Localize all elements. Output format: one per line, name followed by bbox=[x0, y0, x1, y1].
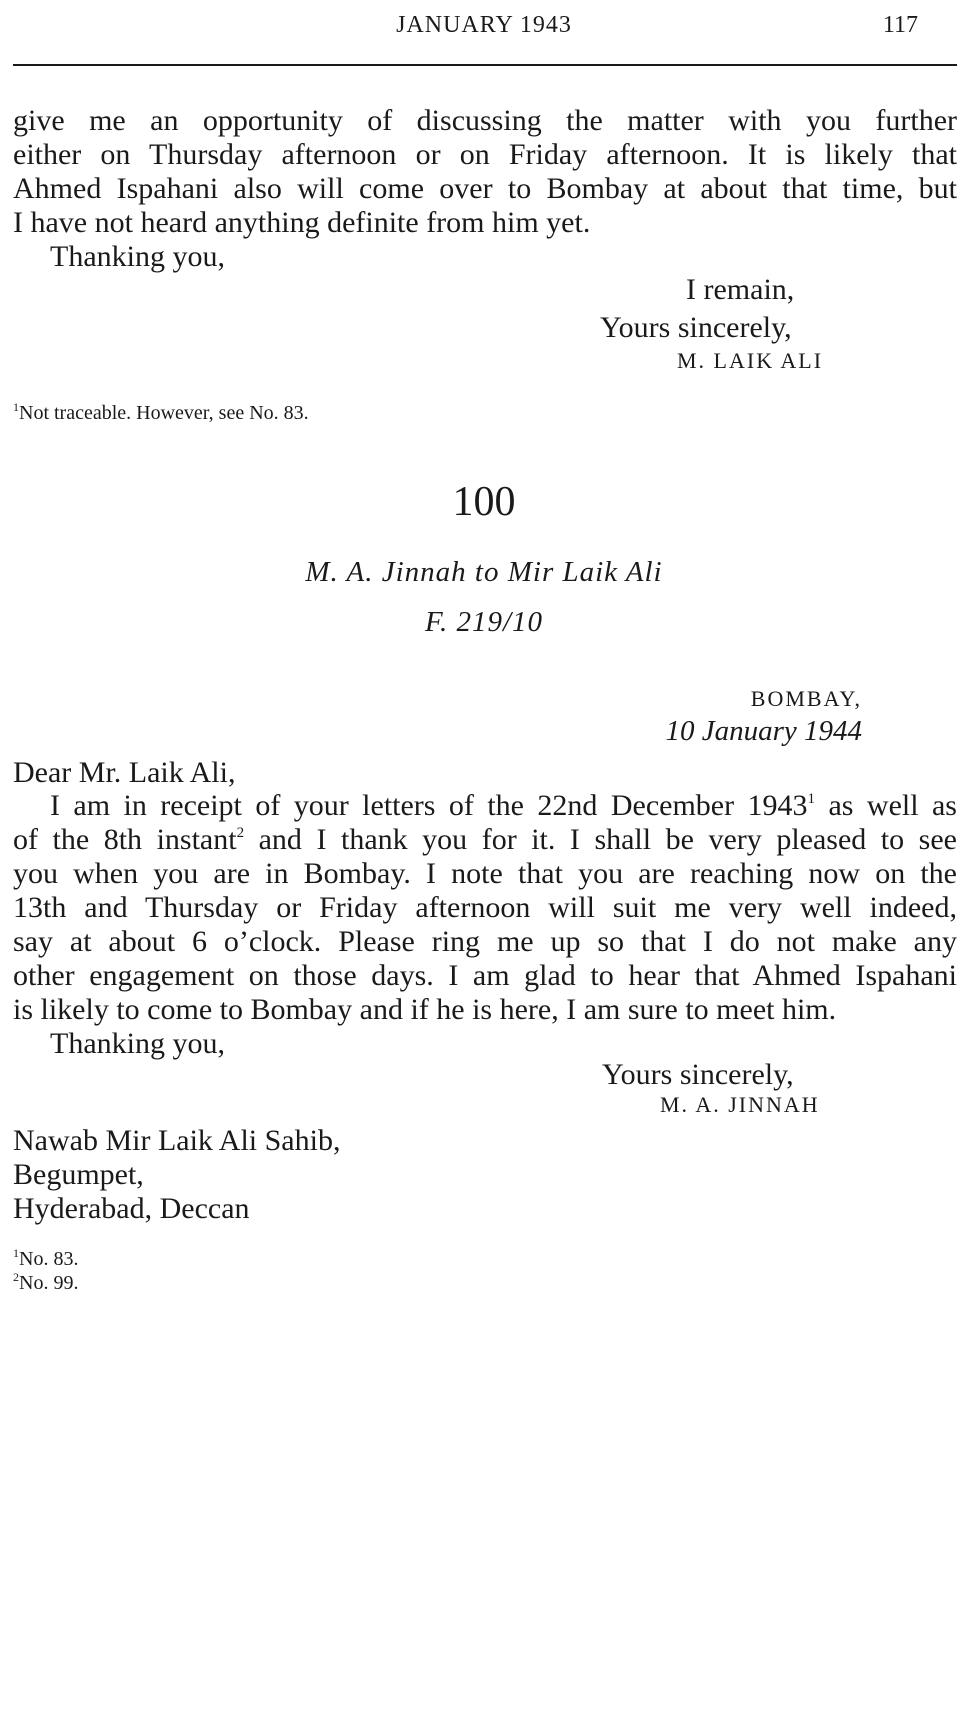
letter-place: BOMBAY, bbox=[750, 686, 862, 711]
footnote-text: No. 83. bbox=[19, 1248, 79, 1270]
footnote-marker: 2 bbox=[13, 1270, 19, 1284]
letter-footnote-2 bbox=[13, 1270, 78, 1295]
letter-line: you when you are in Bombay. I note that you are reaching now on the bbox=[13, 857, 957, 890]
prev-letter-line: either on Thursday afternoon or on Friday afternoon. It is likely that bbox=[13, 138, 957, 171]
letter-line: 13th and Thursday or Friday afternoon will suit me very well indeed, bbox=[13, 891, 957, 924]
footnote-marker: 2 bbox=[236, 825, 245, 841]
footnote-marker: 1 bbox=[807, 791, 816, 807]
prev-letter-thanking: Thanking you, bbox=[50, 240, 225, 273]
letter-line-part: as well as bbox=[815, 789, 957, 822]
letter-line-part: of the 8th instant bbox=[13, 823, 237, 856]
running-title: JANUARY 1943 bbox=[396, 12, 572, 38]
prev-letter-line: give me an opportunity of discussing the matter with you further bbox=[13, 104, 957, 137]
header-rule bbox=[13, 64, 957, 66]
letter-salutation: Dear Mr. Laik Ali, bbox=[13, 756, 236, 789]
letter-title: M. A. Jinnah to Mir Laik Ali bbox=[305, 556, 663, 588]
prev-letter-closing-sincerely: Yours sincerely, bbox=[600, 311, 792, 344]
letter-reference: F. 219/10 bbox=[424, 606, 544, 638]
letter-line-part: I am in receipt of your letters of the 22nd December 1943 bbox=[50, 789, 808, 822]
prev-letter-closing-remain: I remain, bbox=[686, 273, 795, 306]
letter-line-part: and I thank you for it. I shall be very pleased to see bbox=[244, 823, 957, 856]
prev-letter-signature: M. LAIK ALI bbox=[677, 348, 824, 373]
footnote-text: Not traceable. However, see No. 83. bbox=[19, 402, 309, 424]
footnote-marker: 1 bbox=[13, 400, 19, 414]
letter-footnote-1 bbox=[13, 1246, 78, 1271]
prev-letter-footnote bbox=[13, 400, 309, 425]
footnote-marker: 1 bbox=[13, 1246, 19, 1260]
letter-line bbox=[50, 787, 957, 824]
address-line: Begumpet, bbox=[13, 1158, 144, 1191]
footnote-text: No. 99. bbox=[19, 1272, 79, 1294]
page-number: 117 bbox=[882, 12, 918, 38]
letter-line bbox=[13, 821, 957, 858]
letter-signature: M. A. JINNAH bbox=[660, 1092, 820, 1117]
letter-closing: Yours sincerely, bbox=[602, 1058, 794, 1091]
letter-date: 10 January 1944 bbox=[665, 715, 862, 747]
letter-line: other engagement on those days. I am glad to hear that Ahmed Ispahani bbox=[13, 959, 957, 992]
letter-line: say at about 6 o’clock. Please ring me up so that I do not make any bbox=[13, 925, 957, 958]
letter-thanking: Thanking you, bbox=[50, 1027, 225, 1060]
prev-letter-line: I have not heard anything definite from him yet. bbox=[13, 206, 591, 239]
letter-line: is likely to come to Bombay and if he is here, I am sure to meet him. bbox=[13, 993, 837, 1026]
prev-letter-line: Ahmed Ispahani also will come over to Bombay at about that time, but bbox=[13, 172, 957, 205]
address-line: Nawab Mir Laik Ali Sahib, bbox=[13, 1124, 341, 1157]
address-line: Hyderabad, Deccan bbox=[13, 1192, 250, 1225]
document-number: 100 bbox=[452, 479, 516, 525]
